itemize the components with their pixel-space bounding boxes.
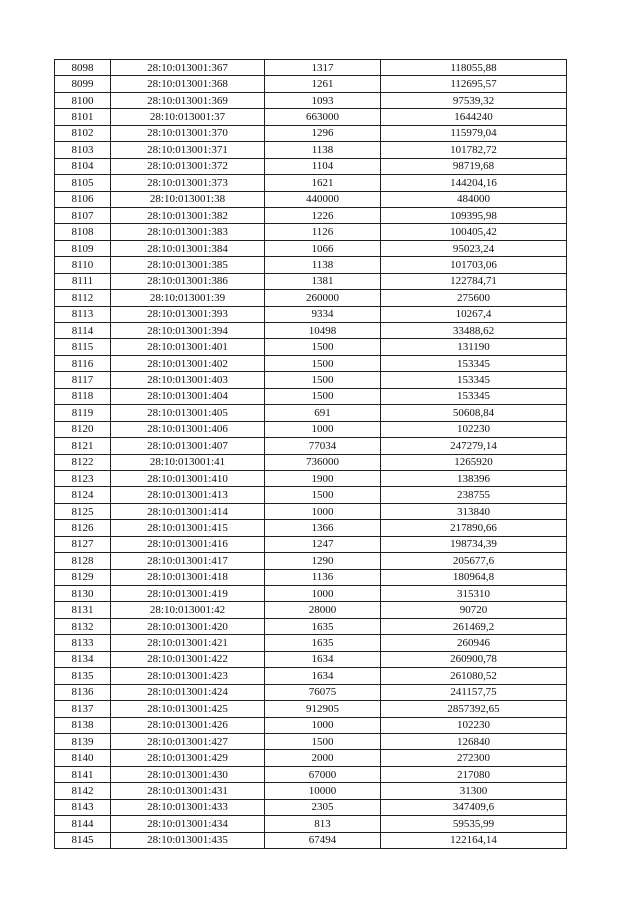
- cadastral-number-cell: 28:10:013001:434: [111, 816, 265, 832]
- row-number-cell: 8112: [55, 290, 111, 306]
- row-number-cell: 8137: [55, 701, 111, 717]
- table-row: [55, 207, 567, 223]
- row-number-cell: 8140: [55, 750, 111, 766]
- table-row: [55, 158, 567, 174]
- row-number-cell: 8118: [55, 388, 111, 404]
- cadastral-number-cell: 28:10:013001:403: [111, 372, 265, 388]
- cadastral-number-cell: 28:10:013001:404: [111, 388, 265, 404]
- cadastral-number-cell: 28:10:013001:384: [111, 240, 265, 256]
- cadastral-value-cell: 10267,4: [381, 306, 567, 322]
- area-cell: 77034: [265, 438, 381, 454]
- row-number-cell: 8120: [55, 421, 111, 437]
- table-row: [55, 503, 567, 519]
- area-cell: 813: [265, 816, 381, 832]
- cadastral-value-cell: 260900,78: [381, 651, 567, 667]
- cadastral-value-cell: 33488,62: [381, 323, 567, 339]
- table-row: [55, 60, 567, 76]
- cadastral-number-cell: 28:10:013001:368: [111, 76, 265, 92]
- cadastral-number-cell: 28:10:013001:405: [111, 405, 265, 421]
- table-row: [55, 536, 567, 552]
- area-cell: 1621: [265, 175, 381, 191]
- table-row: [55, 76, 567, 92]
- table-row: [55, 109, 567, 125]
- row-number-cell: 8129: [55, 569, 111, 585]
- row-number-cell: 8103: [55, 142, 111, 158]
- row-number-cell: 8117: [55, 372, 111, 388]
- cadastral-number-cell: 28:10:013001:39: [111, 290, 265, 306]
- table-body: [55, 60, 567, 849]
- cadastral-value-cell: 238755: [381, 487, 567, 503]
- table-row: [55, 684, 567, 700]
- table-row: [55, 553, 567, 569]
- area-cell: 76075: [265, 684, 381, 700]
- cadastral-value-cell: 261080,52: [381, 668, 567, 684]
- area-cell: 1000: [265, 421, 381, 437]
- row-number-cell: 8131: [55, 602, 111, 618]
- row-number-cell: 8133: [55, 635, 111, 651]
- area-cell: 2305: [265, 799, 381, 815]
- table-row: [55, 569, 567, 585]
- table-row: [55, 816, 567, 832]
- cadastral-number-cell: 28:10:013001:426: [111, 717, 265, 733]
- table-row: [55, 701, 567, 717]
- table-row: [55, 323, 567, 339]
- row-number-cell: 8123: [55, 470, 111, 486]
- row-number-cell: 8126: [55, 520, 111, 536]
- cadastral-number-cell: 28:10:013001:425: [111, 701, 265, 717]
- row-number-cell: 8099: [55, 76, 111, 92]
- cadastral-number-cell: 28:10:013001:385: [111, 257, 265, 273]
- cadastral-number-cell: 28:10:013001:401: [111, 339, 265, 355]
- cadastral-number-cell: 28:10:013001:371: [111, 142, 265, 158]
- cadastral-number-cell: 28:10:013001:431: [111, 783, 265, 799]
- row-number-cell: 8142: [55, 783, 111, 799]
- cadastral-number-cell: 28:10:013001:424: [111, 684, 265, 700]
- area-cell: 1296: [265, 125, 381, 141]
- row-number-cell: 8102: [55, 125, 111, 141]
- table-row: [55, 438, 567, 454]
- area-cell: 10498: [265, 323, 381, 339]
- area-cell: 1635: [265, 635, 381, 651]
- cadastral-number-cell: 28:10:013001:367: [111, 60, 265, 76]
- cadastral-number-cell: 28:10:013001:382: [111, 207, 265, 223]
- cadastral-value-cell: 98719,68: [381, 158, 567, 174]
- cadastral-number-cell: 28:10:013001:430: [111, 766, 265, 782]
- area-cell: 1500: [265, 372, 381, 388]
- cadastral-value-cell: 131190: [381, 339, 567, 355]
- row-number-cell: 8134: [55, 651, 111, 667]
- row-number-cell: 8108: [55, 224, 111, 240]
- cadastral-value-cell: 241157,75: [381, 684, 567, 700]
- row-number-cell: 8101: [55, 109, 111, 125]
- cadastral-number-cell: 28:10:013001:435: [111, 832, 265, 848]
- cadastral-value-cell: 126840: [381, 733, 567, 749]
- area-cell: 67494: [265, 832, 381, 848]
- table-row: [55, 92, 567, 108]
- cadastral-value-cell: 260946: [381, 635, 567, 651]
- area-cell: 1000: [265, 586, 381, 602]
- cadastral-number-cell: 28:10:013001:433: [111, 799, 265, 815]
- row-number-cell: 8104: [55, 158, 111, 174]
- cadastral-value-cell: 50608,84: [381, 405, 567, 421]
- cadastral-value-cell: 101703,06: [381, 257, 567, 273]
- table-row: [55, 125, 567, 141]
- row-number-cell: 8136: [55, 684, 111, 700]
- cadastral-value-cell: 261469,2: [381, 618, 567, 634]
- area-cell: 1366: [265, 520, 381, 536]
- cadastral-number-cell: 28:10:013001:406: [111, 421, 265, 437]
- cadastral-value-cell: 59535,99: [381, 816, 567, 832]
- row-number-cell: 8113: [55, 306, 111, 322]
- area-cell: 9334: [265, 306, 381, 322]
- area-cell: 1000: [265, 717, 381, 733]
- cadastral-value-cell: 272300: [381, 750, 567, 766]
- area-cell: 10000: [265, 783, 381, 799]
- row-number-cell: 8128: [55, 553, 111, 569]
- area-cell: 1500: [265, 355, 381, 371]
- cadastral-value-cell: 1265920: [381, 454, 567, 470]
- table-row: [55, 618, 567, 634]
- cadastral-value-cell: 95023,24: [381, 240, 567, 256]
- row-number-cell: 8119: [55, 405, 111, 421]
- cadastral-value-cell: 153345: [381, 355, 567, 371]
- table-row: [55, 142, 567, 158]
- cadastral-value-cell: 1644240: [381, 109, 567, 125]
- area-cell: 1138: [265, 257, 381, 273]
- area-cell: 1317: [265, 60, 381, 76]
- cadastral-number-cell: 28:10:013001:419: [111, 586, 265, 602]
- cadastral-number-cell: 28:10:013001:421: [111, 635, 265, 651]
- table-row: [55, 191, 567, 207]
- area-cell: 663000: [265, 109, 381, 125]
- area-cell: 1500: [265, 733, 381, 749]
- row-number-cell: 8100: [55, 92, 111, 108]
- cadastral-value-cell: 112695,57: [381, 76, 567, 92]
- cadastral-value-cell: 115979,04: [381, 125, 567, 141]
- cadastral-number-cell: 28:10:013001:370: [111, 125, 265, 141]
- cadastral-value-cell: 118055,88: [381, 60, 567, 76]
- cadastral-value-cell: 102230: [381, 717, 567, 733]
- cadastral-number-cell: 28:10:013001:427: [111, 733, 265, 749]
- area-cell: 1000: [265, 503, 381, 519]
- row-number-cell: 8121: [55, 438, 111, 454]
- area-cell: 260000: [265, 290, 381, 306]
- cadastral-value-cell: 217890,66: [381, 520, 567, 536]
- row-number-cell: 8132: [55, 618, 111, 634]
- cadastral-value-cell: 90720: [381, 602, 567, 618]
- row-number-cell: 8114: [55, 323, 111, 339]
- cadastral-value-cell: 198734,39: [381, 536, 567, 552]
- area-cell: 1226: [265, 207, 381, 223]
- cadastral-value-cell: 275600: [381, 290, 567, 306]
- cadastral-value-cell: 313840: [381, 503, 567, 519]
- cadastral-value-cell: 247279,14: [381, 438, 567, 454]
- cadastral-number-cell: 28:10:013001:415: [111, 520, 265, 536]
- row-number-cell: 8107: [55, 207, 111, 223]
- table-row: [55, 487, 567, 503]
- table-row: [55, 175, 567, 191]
- cadastral-number-cell: 28:10:013001:414: [111, 503, 265, 519]
- row-number-cell: 8111: [55, 273, 111, 289]
- area-cell: 1104: [265, 158, 381, 174]
- row-number-cell: 8145: [55, 832, 111, 848]
- table-row: [55, 355, 567, 371]
- cadastral-number-cell: 28:10:013001:407: [111, 438, 265, 454]
- cadastral-value-cell: 315310: [381, 586, 567, 602]
- cadastral-value-cell: 122164,14: [381, 832, 567, 848]
- cadastral-number-cell: 28:10:013001:420: [111, 618, 265, 634]
- table-row: [55, 783, 567, 799]
- cadastral-value-cell: 144204,16: [381, 175, 567, 191]
- cadastral-number-cell: 28:10:013001:386: [111, 273, 265, 289]
- area-cell: 2000: [265, 750, 381, 766]
- cadastral-number-cell: 28:10:013001:402: [111, 355, 265, 371]
- area-cell: 1290: [265, 553, 381, 569]
- cadastral-number-cell: 28:10:013001:417: [111, 553, 265, 569]
- area-cell: 1126: [265, 224, 381, 240]
- table-row: [55, 586, 567, 602]
- cadastral-value-cell: 102230: [381, 421, 567, 437]
- table-row: [55, 339, 567, 355]
- cadastral-value-table: [54, 59, 567, 849]
- cadastral-number-cell: 28:10:013001:372: [111, 158, 265, 174]
- cadastral-value-cell: 31300: [381, 783, 567, 799]
- table-row: [55, 306, 567, 322]
- cadastral-value-cell: 153345: [381, 388, 567, 404]
- row-number-cell: 8116: [55, 355, 111, 371]
- table-row: [55, 750, 567, 766]
- cadastral-number-cell: 28:10:013001:413: [111, 487, 265, 503]
- cadastral-value-cell: 101782,72: [381, 142, 567, 158]
- cadastral-value-cell: 122784,71: [381, 273, 567, 289]
- table-row: [55, 520, 567, 536]
- cadastral-number-cell: 28:10:013001:423: [111, 668, 265, 684]
- table-row: [55, 766, 567, 782]
- row-number-cell: 8125: [55, 503, 111, 519]
- area-cell: 1261: [265, 76, 381, 92]
- row-number-cell: 8115: [55, 339, 111, 355]
- area-cell: 1136: [265, 569, 381, 585]
- table-row: [55, 257, 567, 273]
- cadastral-value-cell: 2857392,65: [381, 701, 567, 717]
- area-cell: 1247: [265, 536, 381, 552]
- cadastral-number-cell: 28:10:013001:416: [111, 536, 265, 552]
- row-number-cell: 8141: [55, 766, 111, 782]
- row-number-cell: 8124: [55, 487, 111, 503]
- table-row: [55, 733, 567, 749]
- area-cell: 1381: [265, 273, 381, 289]
- area-cell: 1900: [265, 470, 381, 486]
- cadastral-value-cell: 217080: [381, 766, 567, 782]
- row-number-cell: 8144: [55, 816, 111, 832]
- table-row: [55, 651, 567, 667]
- table-row: [55, 290, 567, 306]
- table-row: [55, 602, 567, 618]
- cadastral-number-cell: 28:10:013001:383: [111, 224, 265, 240]
- cadastral-value-cell: 153345: [381, 372, 567, 388]
- area-cell: 28000: [265, 602, 381, 618]
- row-number-cell: 8106: [55, 191, 111, 207]
- row-number-cell: 8098: [55, 60, 111, 76]
- area-cell: 440000: [265, 191, 381, 207]
- table-row: [55, 224, 567, 240]
- table-row: [55, 470, 567, 486]
- area-cell: 912905: [265, 701, 381, 717]
- cadastral-value-cell: 347409,6: [381, 799, 567, 815]
- area-cell: 1635: [265, 618, 381, 634]
- area-cell: 691: [265, 405, 381, 421]
- area-cell: 67000: [265, 766, 381, 782]
- area-cell: 1500: [265, 339, 381, 355]
- table-row: [55, 240, 567, 256]
- table-row: [55, 405, 567, 421]
- cadastral-number-cell: 28:10:013001:393: [111, 306, 265, 322]
- table-row: [55, 668, 567, 684]
- table-row: [55, 372, 567, 388]
- area-cell: 1066: [265, 240, 381, 256]
- cadastral-value-cell: 180964,8: [381, 569, 567, 585]
- cadastral-number-cell: 28:10:013001:418: [111, 569, 265, 585]
- row-number-cell: 8105: [55, 175, 111, 191]
- area-cell: 1500: [265, 388, 381, 404]
- row-number-cell: 8143: [55, 799, 111, 815]
- row-number-cell: 8138: [55, 717, 111, 733]
- row-number-cell: 8122: [55, 454, 111, 470]
- row-number-cell: 8110: [55, 257, 111, 273]
- cadastral-number-cell: 28:10:013001:373: [111, 175, 265, 191]
- table-row: [55, 454, 567, 470]
- cadastral-number-cell: 28:10:013001:37: [111, 109, 265, 125]
- table-row: [55, 717, 567, 733]
- cadastral-value-cell: 205677,6: [381, 553, 567, 569]
- row-number-cell: 8135: [55, 668, 111, 684]
- area-cell: 736000: [265, 454, 381, 470]
- table-row: [55, 421, 567, 437]
- cadastral-value-cell: 138396: [381, 470, 567, 486]
- cadastral-number-cell: 28:10:013001:42: [111, 602, 265, 618]
- table-row: [55, 273, 567, 289]
- cadastral-number-cell: 28:10:013001:422: [111, 651, 265, 667]
- area-cell: 1138: [265, 142, 381, 158]
- area-cell: 1634: [265, 651, 381, 667]
- row-number-cell: 8139: [55, 733, 111, 749]
- row-number-cell: 8130: [55, 586, 111, 602]
- cadastral-number-cell: 28:10:013001:369: [111, 92, 265, 108]
- cadastral-number-cell: 28:10:013001:429: [111, 750, 265, 766]
- cadastral-value-cell: 484000: [381, 191, 567, 207]
- cadastral-value-cell: 100405,42: [381, 224, 567, 240]
- area-cell: 1500: [265, 487, 381, 503]
- cadastral-number-cell: 28:10:013001:41: [111, 454, 265, 470]
- table-row: [55, 388, 567, 404]
- table-row: [55, 832, 567, 848]
- area-cell: 1093: [265, 92, 381, 108]
- area-cell: 1634: [265, 668, 381, 684]
- row-number-cell: 8109: [55, 240, 111, 256]
- cadastral-number-cell: 28:10:013001:38: [111, 191, 265, 207]
- table-row: [55, 635, 567, 651]
- table-row: [55, 799, 567, 815]
- cadastral-number-cell: 28:10:013001:394: [111, 323, 265, 339]
- cadastral-value-cell: 109395,98: [381, 207, 567, 223]
- cadastral-value-cell: 97539,32: [381, 92, 567, 108]
- row-number-cell: 8127: [55, 536, 111, 552]
- cadastral-number-cell: 28:10:013001:410: [111, 470, 265, 486]
